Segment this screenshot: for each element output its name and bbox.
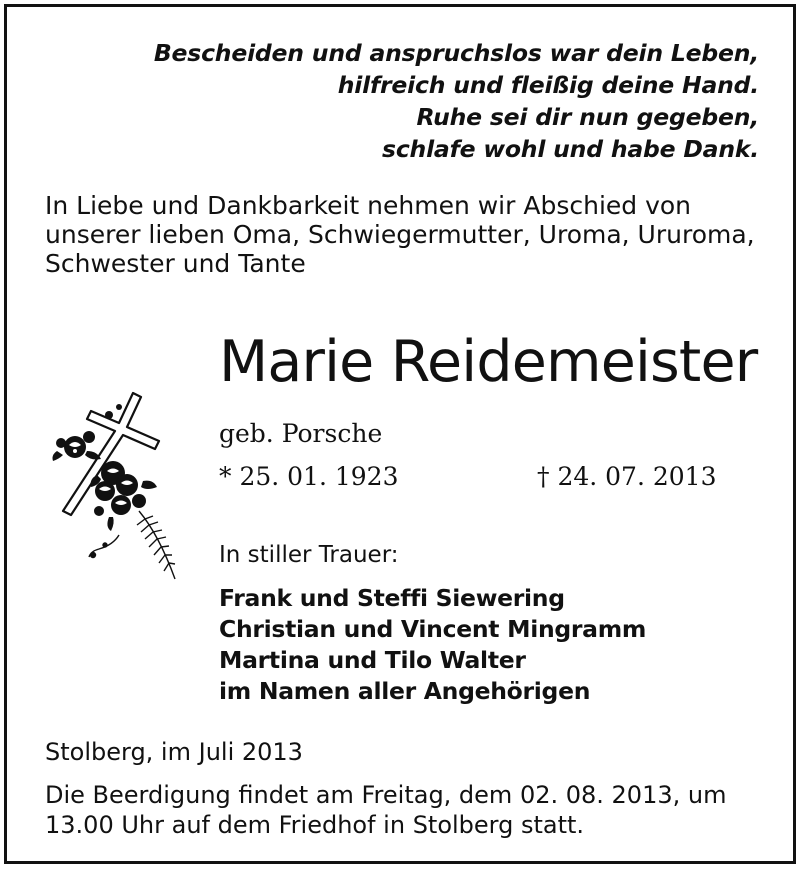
poem-line: Bescheiden und anspruchslos war dein Leben, xyxy=(153,39,759,67)
intro-line: Schwester und Tante xyxy=(45,249,306,278)
birth-date: * 25. 01. 1923 xyxy=(219,462,399,491)
poem-line: hilfreich und fleißig deine Hand. xyxy=(337,71,759,99)
family-member: Christian und Vincent Mingramm xyxy=(219,615,647,643)
place-date: Stolberg, im Juli 2013 xyxy=(45,738,303,766)
funeral-line: 13.00 Uhr auf dem Friedhof in Stolberg statt. xyxy=(45,811,585,839)
mourning-label: In stiller Trauer: xyxy=(219,542,399,568)
family-member: Martina und Tilo Walter xyxy=(219,646,526,674)
intro-line: unserer lieben Oma, Schwiegermutter, Uroma, Ururoma, xyxy=(45,220,755,249)
funeral-info xyxy=(45,780,765,840)
deceased-name: Marie Reidemeister xyxy=(219,329,758,395)
death-date: † 24. 07. 2013 xyxy=(537,462,717,491)
poem-line: Ruhe sei dir nun gegeben, xyxy=(416,103,759,131)
funeral-line: Die Beerdigung findet am Freitag, dem 02. 08. 2013, um xyxy=(45,781,727,809)
intro-text xyxy=(45,191,765,278)
family-list xyxy=(219,583,646,707)
poem-line: schlafe wohl und habe Dank. xyxy=(382,135,759,163)
family-member: im Namen aller Angehörigen xyxy=(219,677,591,705)
birth-name: geb. Porsche xyxy=(219,419,383,448)
cross-with-roses-icon xyxy=(47,385,187,585)
poem xyxy=(154,37,759,165)
obituary-notice xyxy=(4,4,796,864)
intro-line: In Liebe und Dankbarkeit nehmen wir Abschied von xyxy=(45,191,692,220)
family-member: Frank und Steffi Siewering xyxy=(219,584,565,612)
